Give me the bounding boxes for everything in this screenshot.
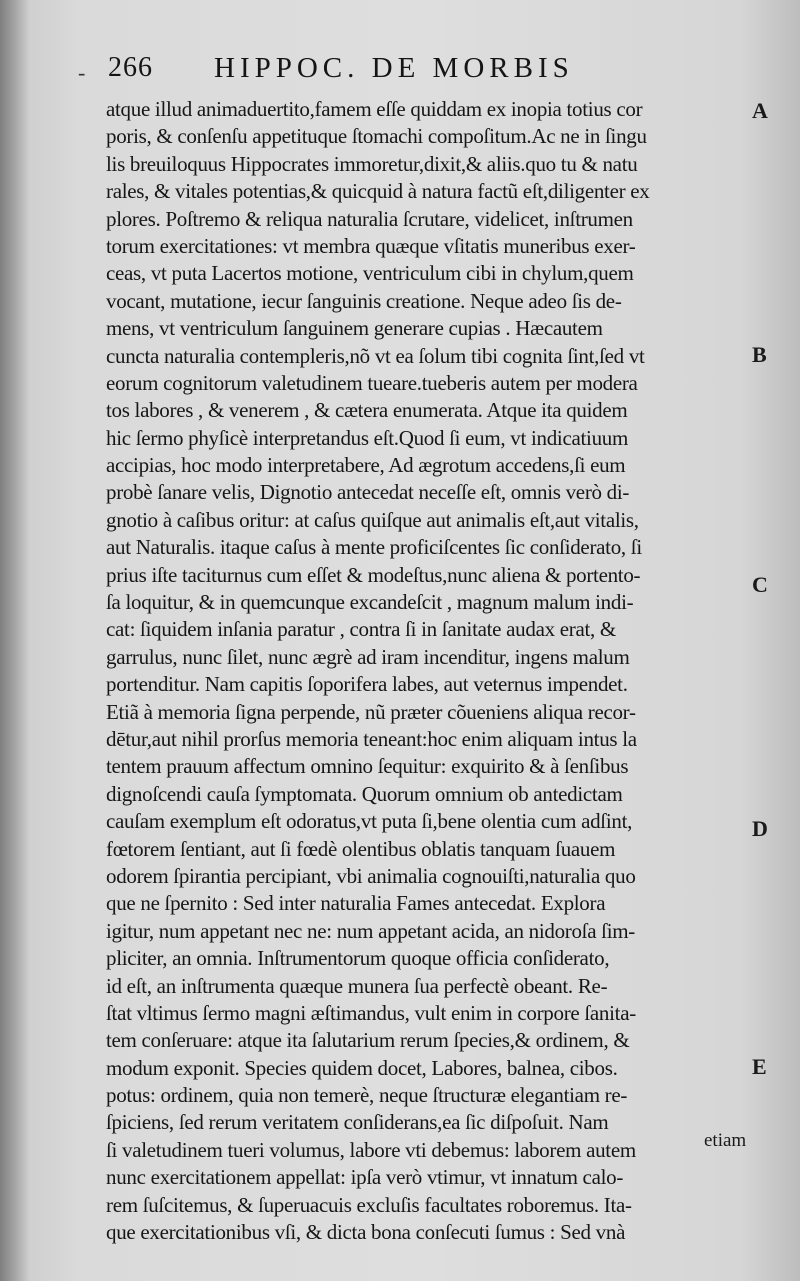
text-line: Etiã à memoria ſigna perpende, nũ præter cõueniens aliqua recor- bbox=[106, 699, 636, 724]
text-line: igitur, num appetant nec ne: num appetant acida, an nidoroſa ſim- bbox=[106, 918, 635, 943]
margin-letter-d: D bbox=[752, 816, 768, 841]
text-line: rem ſuſcitemus, & ſuperuacuis excluſis facultates roboremus. Ita- bbox=[106, 1192, 632, 1217]
text-line: nunc exercitationem appellat: ipſa verò vtimur, vt innatum calo- bbox=[106, 1165, 624, 1190]
text-line: prius iſte taciturnus cum eſſet & modeſtus,nunc aliena & portento- bbox=[106, 562, 641, 587]
text-line: que exercitationibus vſi, & dicta bona conſecuti ſumus : Sed vnà bbox=[106, 1220, 626, 1245]
running-title: HIPPOC. DE MORBIS bbox=[214, 52, 574, 84]
text-line: eorum cognitorum valetudinem tueare.tueberis autem per modera bbox=[106, 370, 638, 395]
text-line: hic ſermo phyſicè interpretandus eſt.Quod ſi eum, vt indicatiuum bbox=[106, 425, 629, 450]
text-line: tentem prauum affectum omnino ſequitur: exquirito & à ſenſibus bbox=[106, 754, 629, 779]
gutter-shadow bbox=[0, 0, 30, 1281]
text-line: portenditur. Nam capitis ſoporifera labes, aut veternus impendet. bbox=[106, 672, 628, 697]
text-line: garrulus, nunc ſilet, nunc ægrè ad iram incenditur, ingens malum bbox=[106, 644, 630, 669]
page-number: 266 bbox=[108, 52, 153, 83]
catchword: etiam bbox=[704, 1130, 747, 1151]
margin-letter-b: B bbox=[752, 342, 767, 367]
text-line: ſpiciens, ſed rerum veritatem conſiderans,ea ſic diſpoſuit. Nam bbox=[106, 1110, 609, 1135]
text-line: cuncta naturalia contempleris,nõ vt ea ſolum tibi cognita ſint,ſed vt bbox=[106, 343, 645, 368]
text-line: ſa loquitur, & in quemcunque excandeſcit , magnum malum indi- bbox=[106, 590, 634, 615]
text-line: aut Naturalis. itaque caſus à mente proficiſcentes ſic conſiderato, ſi bbox=[106, 535, 642, 560]
text-line: vocant, mutatione, iecur ſanguinis creatione. Neque adeo ſis de- bbox=[106, 288, 622, 313]
text-line: que ne ſpernito : Sed inter naturalia Fames antecedat. Explora bbox=[106, 891, 606, 916]
text-line: dignoſcendi cauſa ſymptomata. Quorum omnium ob antedictam bbox=[106, 781, 623, 806]
margin-dash: - bbox=[78, 60, 86, 85]
text-line: dētur,aut nihil prorſus memoria teneant:hoc enim aliquam intus la bbox=[106, 726, 637, 751]
text-line: mens, vt ventriculum ſanguinem generare cupias . Hæcautem bbox=[106, 316, 603, 341]
text-line: tem conſeruare: atque ita ſalutarium rerum ſpecies,& ordinem, & bbox=[106, 1028, 630, 1053]
body-text bbox=[106, 96, 746, 1246]
text-line: accipias, hoc modo interpretabere, Ad ægrotum accedens,ſi eum bbox=[106, 453, 626, 478]
text-line: pliciter, an omnia. Inſtrumentorum quoque officia conſiderato, bbox=[106, 946, 610, 971]
text-line: id eſt, an inſtrumenta quæque munera ſua perfectè obeant. Re- bbox=[106, 973, 608, 998]
margin-letter-a: A bbox=[752, 98, 768, 123]
text-line: ſi valetudinem tueri volumus, labore vti debemus: laborem autem bbox=[106, 1137, 636, 1162]
text-line: rales, & vitales potentias,& quicquid à natura factũ eſt,diligenter ex bbox=[106, 179, 650, 204]
text-line: ſtat vltimus ſermo magni æſtimandus, vult enim in corpore ſanita- bbox=[106, 1000, 636, 1025]
text-line: gnotio à caſibus oritur: at caſus quiſque aut animalis eſt,aut vitalis, bbox=[106, 507, 639, 532]
text-line: cauſam exemplum eſt odoratus,vt puta ſi,bene olentia cum adſint, bbox=[106, 809, 633, 834]
show-through-ink bbox=[150, 1148, 610, 1188]
text-line: lis breuiloquus Hippocrates immoretur,dixit,& aliis.quo tu & natu bbox=[106, 151, 638, 176]
text-line: ceas, vt puta Lacertos motione, ventriculum cibi in chylum,quem bbox=[106, 261, 634, 286]
margin-letter-c: C bbox=[752, 572, 768, 597]
margin-letter-e: E bbox=[752, 1054, 767, 1079]
text-line: poris, & conſenſu appetituque ſtomachi compoſitum.Ac ne in ſingu bbox=[106, 124, 647, 149]
text-line: plores. Poſtremo & reliqua naturalia ſcrutare, videlicet, inſtrumen bbox=[106, 206, 633, 231]
text-line: cat: ſiquidem inſania paratur , contra ſi in ſanitate audax erat, & bbox=[106, 617, 616, 642]
text-line: probè ſanare velis, Dignotio antecedat neceſſe eſt, omnis verò di- bbox=[106, 480, 630, 505]
text-line: odorem ſpirantia percipiant, vbi animalia cognouiſti,naturalia quo bbox=[106, 863, 636, 888]
text-line: potus: ordinem, quia non temerè, neque ſtructuræ elegantiam re- bbox=[106, 1083, 628, 1108]
text-line: modum exponit. Species quidem docet, Labores, balnea, cibos. bbox=[106, 1055, 618, 1080]
text-line: tos labores , & venerem , & cætera enumerata. Atque ita quidem bbox=[106, 398, 628, 423]
page-header bbox=[108, 52, 678, 92]
text-line: fœtorem ſentiant, aut ſi fœdè olentibus oblatis tanquam ſuauem bbox=[106, 836, 616, 861]
text-line: atque illud animaduertito,famem eſſe quiddam ex inopia totius cor bbox=[106, 97, 643, 121]
text-line: torum exercitationes: vt membra quæque vſitatis muneribus exer- bbox=[106, 233, 636, 258]
